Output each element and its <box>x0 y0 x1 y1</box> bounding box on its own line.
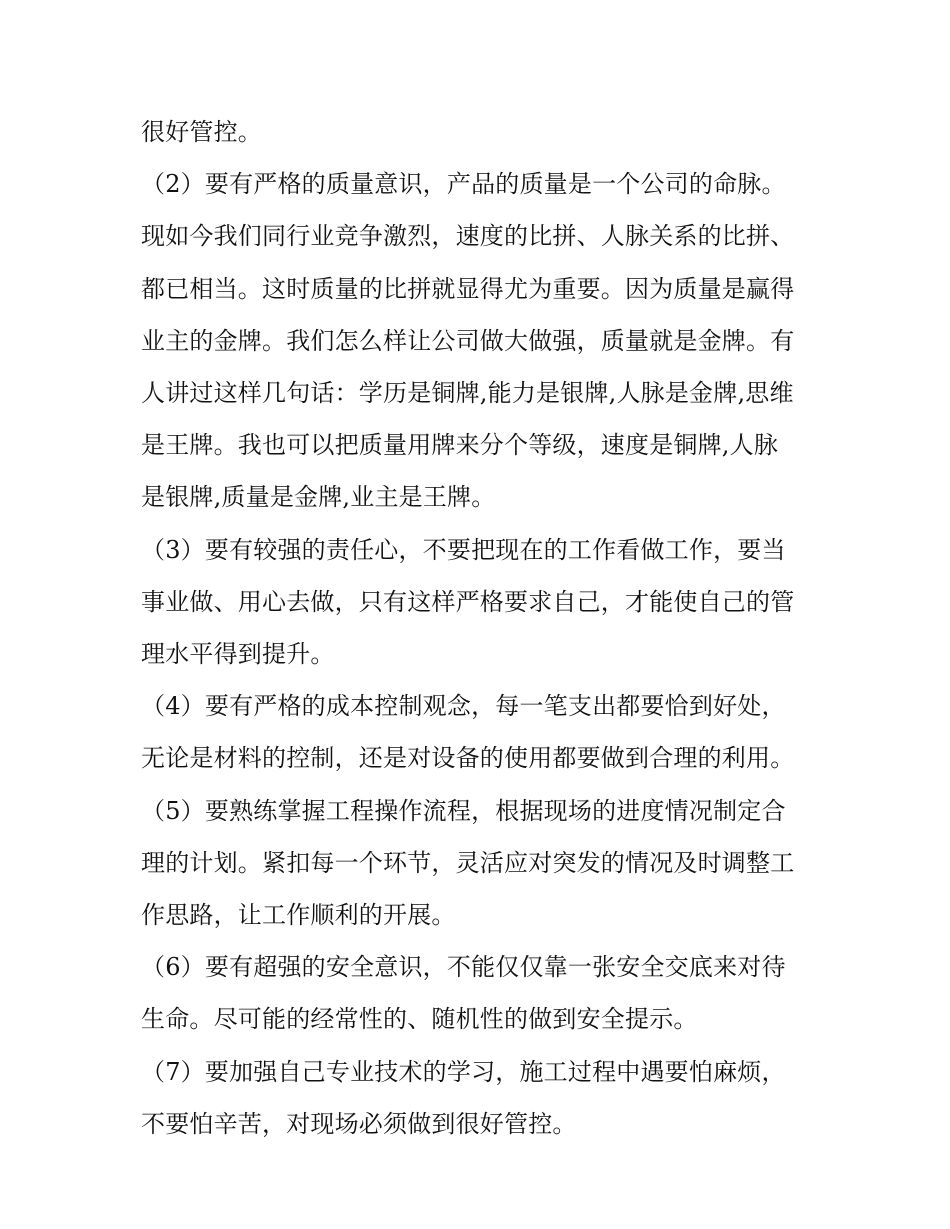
text-line: （2）要有严格的质量意识，产品的质量是一个公司的命脉。 <box>141 170 786 199</box>
text-line: 业主的金牌。我们怎么样让公司做大做强，质量就是金牌。有 <box>141 326 795 355</box>
text-line: 很好管控。 <box>141 118 262 146</box>
text-line: （5）要熟练掌握工程操作流程，根据现场的进度情况制定合 <box>141 796 786 825</box>
text-line: 事业做、用心去做，只有这样严格要求自己，才能使自己的管 <box>141 587 795 616</box>
text-line: （3）要有较强的责任心，不要把现在的工作看做工作，要当 <box>141 535 786 564</box>
text-line: 人讲过这样几句话：学历是铜牌,能力是银牌,人脉是金牌,思维 <box>141 379 794 408</box>
text-line: 是王牌。我也可以把质量用牌来分个等级，速度是铜牌,人脉 <box>141 431 779 460</box>
text-line: （7）要加强自己专业技术的学习，施工过程中遇要怕麻烦， <box>141 1057 786 1086</box>
text-line: 都已相当。这时质量的比拼就显得尤为重要。因为质量是赢得 <box>141 274 795 303</box>
text-line: 是银牌,质量是金牌,业主是王牌。 <box>141 483 496 512</box>
text-line: 无论是材料的控制，还是对设备的使用都要做到合理的利用。 <box>141 744 795 773</box>
text-line: 生命。尽可能的经常性的、随机性的做到安全提示。 <box>141 1005 698 1034</box>
text-line: 理的计划。紧扣每一个环节，灵活应对突发的情况及时调整工 <box>141 848 795 877</box>
text-line: 不要怕辛苦，对现场必须做到很好管控。 <box>141 1109 577 1138</box>
text-line: （4）要有严格的成本控制观念，每一笔支出都要恰到好处， <box>141 692 786 721</box>
text-line: 现如今我们同行业竞争激烈，速度的比拼、人脉关系的比拼、 <box>141 222 795 251</box>
document-body <box>141 106 816 1150</box>
text-line: 作思路，让工作顺利的开展。 <box>141 901 456 930</box>
text-line: （6）要有超强的安全意识，不能仅仅靠一张安全交底来对待 <box>141 953 786 982</box>
text-line: 理水平得到提升。 <box>141 640 335 669</box>
